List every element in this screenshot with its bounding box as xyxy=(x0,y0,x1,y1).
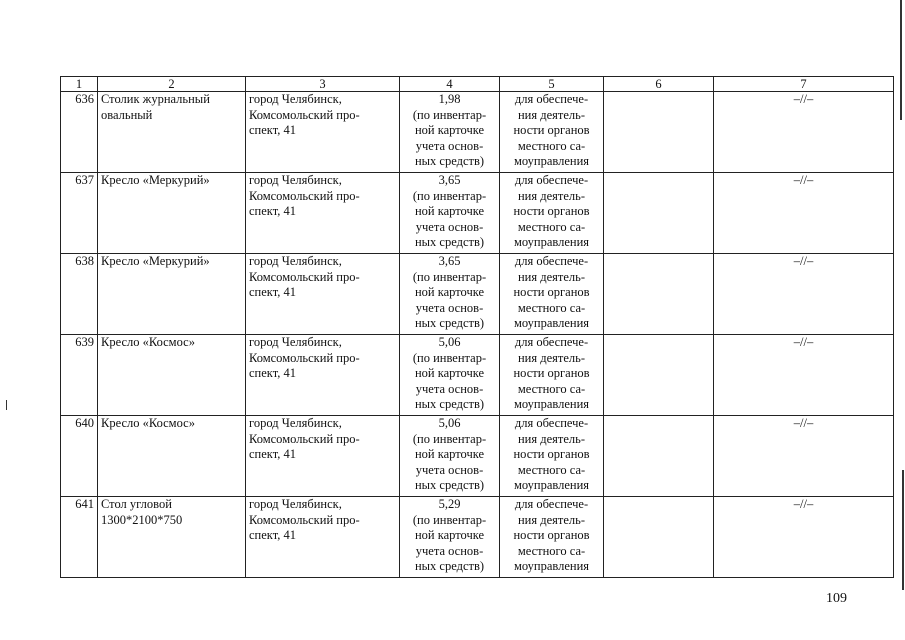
table-row xyxy=(61,335,894,416)
row-number: 641 xyxy=(61,497,98,578)
item-col7: –//– xyxy=(714,92,894,173)
scan-edge-mark xyxy=(900,0,902,120)
item-address: город Челябинск, Комсомольский про- спект, 41 xyxy=(246,497,400,578)
item-col7: –//– xyxy=(714,335,894,416)
item-col6 xyxy=(604,254,714,335)
item-address: город Челябинск, Комсомольский про- спект, 41 xyxy=(246,335,400,416)
item-name: Стол угловой 1300*2100*750 xyxy=(98,497,246,578)
row-number: 638 xyxy=(61,254,98,335)
header-col-7: 7 xyxy=(714,77,894,92)
table-row xyxy=(61,92,894,173)
property-registry-table xyxy=(60,76,894,578)
item-col7: –//– xyxy=(714,497,894,578)
page-number: 109 xyxy=(826,591,847,606)
item-col7: –//– xyxy=(714,254,894,335)
item-address: город Челябинск, Комсомольский про- спект, 41 xyxy=(246,173,400,254)
item-purpose: для обеспече- ния деятель- ности органов местного са- моуправления xyxy=(500,92,604,173)
item-col6 xyxy=(604,416,714,497)
item-name: Кресло «Меркурий» xyxy=(98,254,246,335)
item-name: Кресло «Космос» xyxy=(98,416,246,497)
item-address: город Челябинск, Комсомольский про- спект, 41 xyxy=(246,92,400,173)
row-number: 636 xyxy=(61,92,98,173)
item-name: Кресло «Меркурий» xyxy=(98,173,246,254)
item-col6 xyxy=(604,497,714,578)
item-name: Кресло «Космос» xyxy=(98,335,246,416)
row-number: 640 xyxy=(61,416,98,497)
item-col7: –//– xyxy=(714,173,894,254)
item-value: 5,29 (по инвентар- ной карточке учета основ- ных средств) xyxy=(400,497,500,578)
row-number: 637 xyxy=(61,173,98,254)
item-col7: –//– xyxy=(714,416,894,497)
item-value: 5,06 (по инвентар- ной карточке учета основ- ных средств) xyxy=(400,335,500,416)
item-col6 xyxy=(604,335,714,416)
item-value: 5,06 (по инвентар- ной карточке учета основ- ных средств) xyxy=(400,416,500,497)
table-row xyxy=(61,497,894,578)
scan-edge-mark xyxy=(6,400,7,410)
table-row xyxy=(61,173,894,254)
item-col6 xyxy=(604,173,714,254)
scan-edge-mark xyxy=(902,470,904,590)
item-value: 3,65 (по инвентар- ной карточке учета основ- ных средств) xyxy=(400,173,500,254)
header-col-4: 4 xyxy=(400,77,500,92)
item-purpose: для обеспече- ния деятель- ности органов местного са- моуправления xyxy=(500,416,604,497)
item-address: город Челябинск, Комсомольский про- спект, 41 xyxy=(246,254,400,335)
item-purpose: для обеспече- ния деятель- ности органов местного са- моуправления xyxy=(500,254,604,335)
table-header-row xyxy=(61,77,894,92)
item-col6 xyxy=(604,92,714,173)
item-name: Столик журнальный овальный xyxy=(98,92,246,173)
item-purpose: для обеспече- ния деятель- ности органов местного са- моуправления xyxy=(500,497,604,578)
row-number: 639 xyxy=(61,335,98,416)
item-address: город Челябинск, Комсомольский про- спект, 41 xyxy=(246,416,400,497)
table-row xyxy=(61,416,894,497)
table-row xyxy=(61,254,894,335)
item-value: 1,98 (по инвентар- ной карточке учета основ- ных средств) xyxy=(400,92,500,173)
header-col-1: 1 xyxy=(61,77,98,92)
header-col-3: 3 xyxy=(246,77,400,92)
header-col-5: 5 xyxy=(500,77,604,92)
item-purpose: для обеспече- ния деятель- ности органов местного са- моуправления xyxy=(500,173,604,254)
item-value: 3,65 (по инвентар- ной карточке учета основ- ных средств) xyxy=(400,254,500,335)
header-col-2: 2 xyxy=(98,77,246,92)
header-col-6: 6 xyxy=(604,77,714,92)
item-purpose: для обеспече- ния деятель- ности органов местного са- моуправления xyxy=(500,335,604,416)
